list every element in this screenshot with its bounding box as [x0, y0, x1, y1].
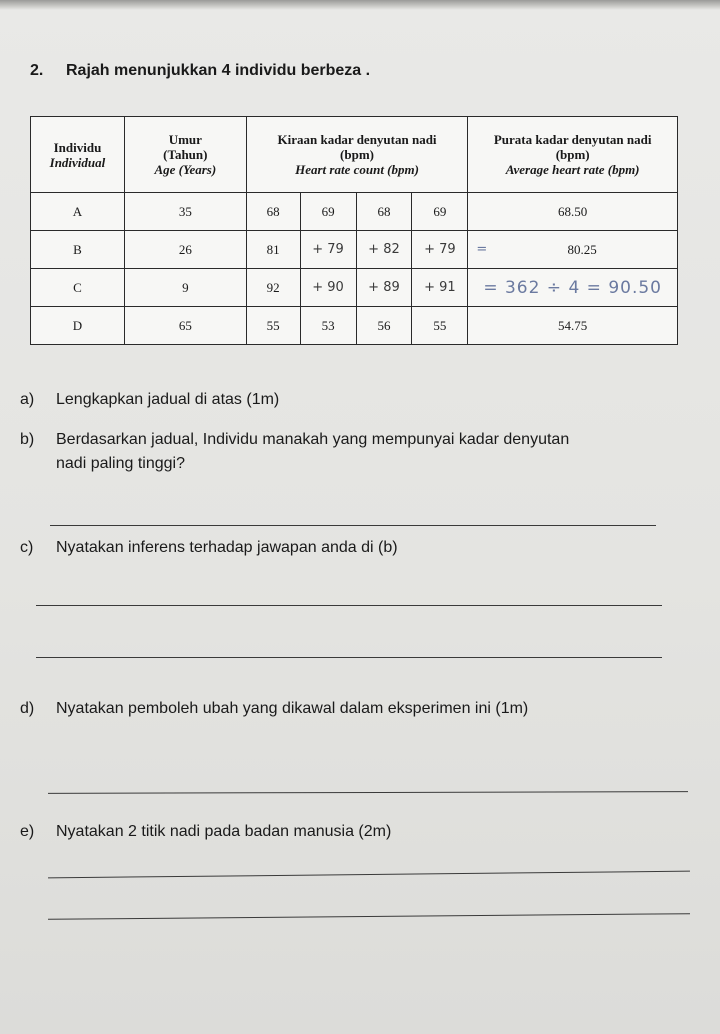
cell-average: [468, 231, 678, 269]
answer-line-d[interactable]: [48, 791, 688, 794]
table-header-row: [31, 117, 678, 193]
table-row: [31, 307, 678, 345]
question-d: d) Nyatakan pemboleh ubah yang dikawal dalam eksperimen ini (1m): [20, 700, 529, 717]
average-value: 80.25: [567, 241, 597, 257]
cell-count-handwritten: + 91: [412, 269, 468, 307]
table-row: [31, 231, 678, 269]
cell-average-handwritten: = 362 ÷ 4 = 90.50: [468, 269, 678, 307]
cell-count: 69: [300, 193, 356, 231]
question-b: b) Berdasarkan jadual, Individu manakah yang mempunyai kadar denyutan nadi paling tinggi?: [20, 431, 570, 472]
cell-individual: B: [31, 231, 125, 269]
header-age: Umur (Tahun) Age (Years): [124, 117, 246, 193]
cell-count-handwritten: + 82: [356, 231, 412, 269]
cell-count-handwritten: + 89: [356, 269, 412, 307]
cell-count: 56: [356, 307, 412, 345]
question-e: e) Nyatakan 2 titik nadi pada badan manusia (2m): [20, 823, 392, 840]
cell-count: 53: [300, 307, 356, 345]
cell-count-handwritten: + 79: [412, 231, 468, 269]
cell-count-handwritten: + 79: [300, 231, 356, 269]
answer-line-c1[interactable]: [36, 605, 662, 606]
cell-average: 54.75: [468, 307, 678, 345]
cell-age: 35: [124, 193, 246, 231]
table-row: [31, 193, 678, 231]
question-heading: [30, 62, 370, 80]
cell-count: 92: [246, 269, 300, 307]
question-d-text: Nyatakan pemboleh ubah yang dikawal dalam eksperimen ini (1m): [56, 700, 529, 717]
header-individual: Individu Individual: [31, 117, 125, 193]
cell-individual: A: [31, 193, 125, 231]
question-c-text: Nyatakan inferens terhadap jawapan anda di (b): [56, 539, 398, 556]
question-a-text: Lengkapkan jadual di atas (1m): [56, 391, 280, 408]
cell-average: 68.50: [468, 193, 678, 231]
answer-line-e1[interactable]: [48, 871, 690, 879]
paper-top-edge: [0, 0, 720, 10]
cell-count: 69: [412, 193, 468, 231]
cell-age: 26: [124, 231, 246, 269]
table-row: [31, 269, 678, 307]
cell-count-handwritten: + 90: [300, 269, 356, 307]
answer-line-e2[interactable]: [48, 913, 690, 920]
question-text: Rajah menunjukkan 4 individu berbeza .: [66, 62, 371, 79]
question-b-text: Berdasarkan jadual, Individu manakah yang mempunyai kadar denyutan: [56, 431, 570, 448]
cell-individual: D: [31, 307, 125, 345]
cell-age: 9: [124, 269, 246, 307]
header-heart-rate-count: Kiraan kadar denyutan nadi (bpm) Heart rate count (bpm): [246, 117, 468, 193]
question-number: 2.: [30, 62, 44, 79]
handwritten-equals: =: [476, 241, 488, 257]
question-e-text: Nyatakan 2 titik nadi pada badan manusia (2m): [56, 823, 392, 840]
cell-count: 68: [356, 193, 412, 231]
cell-count: 55: [412, 307, 468, 345]
question-c: c) Nyatakan inferens terhadap jawapan anda di (b): [20, 539, 398, 556]
heart-rate-table: [30, 116, 678, 345]
cell-count: 55: [246, 307, 300, 345]
header-average-heart-rate: Purata kadar denyutan nadi (bpm) Average heart rate (bpm): [468, 117, 678, 193]
cell-individual: C: [31, 269, 125, 307]
question-b-text-cont: nadi paling tinggi?: [56, 455, 185, 472]
cell-count: 68: [246, 193, 300, 231]
answer-line-c2[interactable]: [36, 657, 662, 658]
cell-count: 81: [246, 231, 300, 269]
cell-age: 65: [124, 307, 246, 345]
answer-line-b[interactable]: [50, 525, 656, 526]
question-a: a) Lengkapkan jadual di atas (1m): [20, 391, 280, 408]
